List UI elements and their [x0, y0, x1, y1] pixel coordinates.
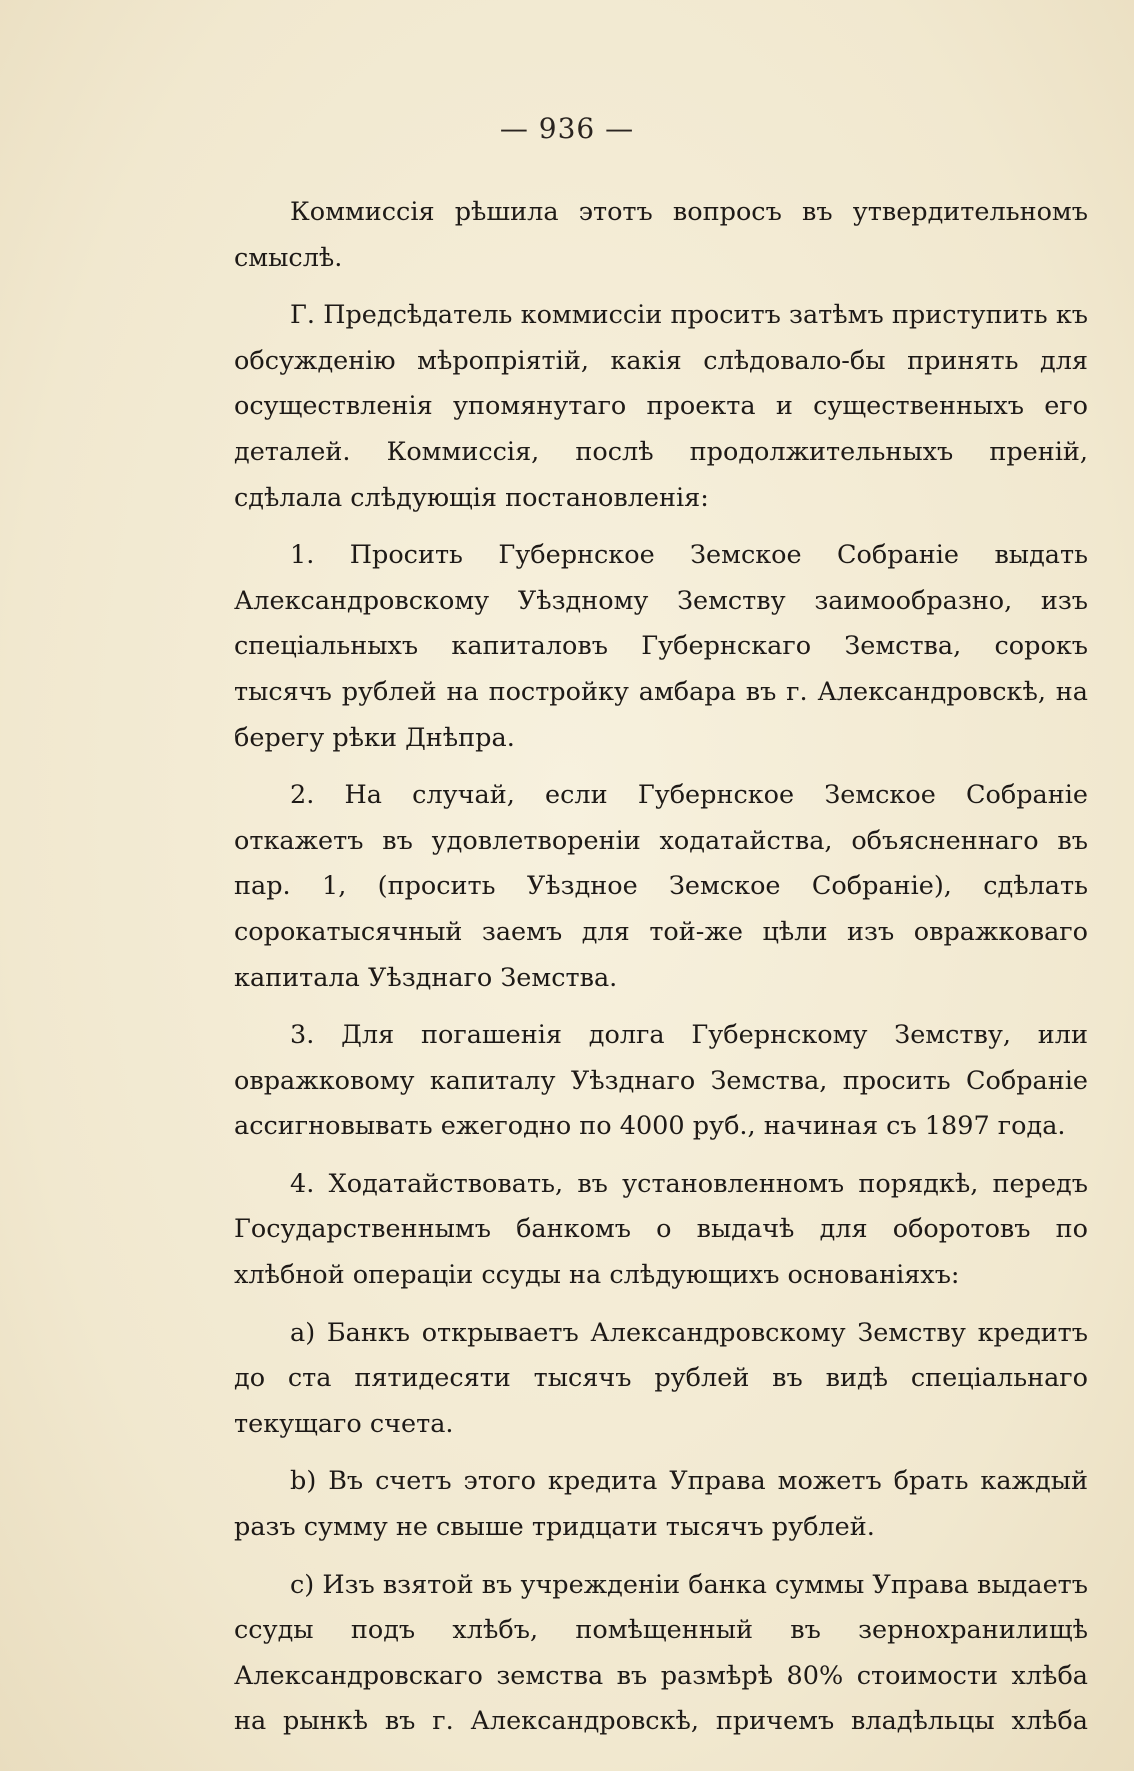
- paragraph-resolution-3: 3. Для погашенія долга Губернскому Земству, или овражковому капиталу Уѣзднаго Земства, просить Собраніе ассигновывать ежегодно по 4000 руб., начиная съ 1897 года.: [234, 1020, 1088, 1142]
- paragraph-clause-b: b) Въ счетъ этого кредита Управа можетъ брать каждый разъ сумму не свыше тридцати тысячъ рублей.: [234, 1466, 1088, 1543]
- paragraph-resolution-2: 2. На случай, если Губернское Земское Собраніе откажетъ въ удовлетвореніи ходатайства, объясненнаго въ пар. 1, (просить Уѣздное Земское Собраніе), сдѣлать сорокатысячный заемъ для той-же цѣли изъ овражковаго капитала Уѣзднаго Земства.: [234, 780, 1088, 993]
- paragraph-resolution-4: 4. Ходатайствовать, въ установленномъ порядкѣ, передъ Государственнымъ банкомъ о выдачѣ для оборотовъ по хлѣбной операціи ссуды на слѣдующихъ основаніяхъ:: [234, 1168, 1088, 1291]
- paragraph-clause-c: c) Изъ взятой въ учрежденіи банка суммы Управа выдаетъ ссуды подъ хлѣбъ, помѣщенный въ зернохранилищѣ Александровскаго земства въ размѣрѣ 80% стоимости хлѣба на рынкѣ въ г. Александровскѣ, причемъ владѣльцы хлѣба: [234, 1569, 1088, 1737]
- paragraph-commission-decision: Коммиссія рѣшила этотъ вопросъ въ утвердительномъ смыслѣ.: [234, 197, 1088, 273]
- page-body: [234, 190, 1088, 1757]
- page-number: — 936 —: [499, 112, 635, 145]
- paragraph-chairman-proposal: Г. Предсѣдатель коммиссіи проситъ затѣмъ приступить къ обсужденію мѣропріятій, какія слѣдовало-бы принять для осуществленія упомянутаго проекта и существенныхъ его деталей. Коммиссія, послѣ продолжительныхъ преній, сдѣлала слѣдующія постановленія:: [234, 300, 1088, 513]
- paragraph-clause-a: a) Банкъ открываетъ Александровскому Земству кредитъ до ста пятидесяти тысячъ рублей въ видѣ спеціальнаго текущаго счета.: [234, 1317, 1088, 1439]
- paragraph-resolution-1: 1. Просить Губернское Земское Собраніе выдать Александровскому Уѣздному Земству заимообразно, изъ спеціальныхъ капиталовъ Губернскаго Земства, сорокъ тысячъ рублей на постройку амбара въ г. Александровскѣ, на берегу рѣки Днѣпра.: [234, 540, 1088, 753]
